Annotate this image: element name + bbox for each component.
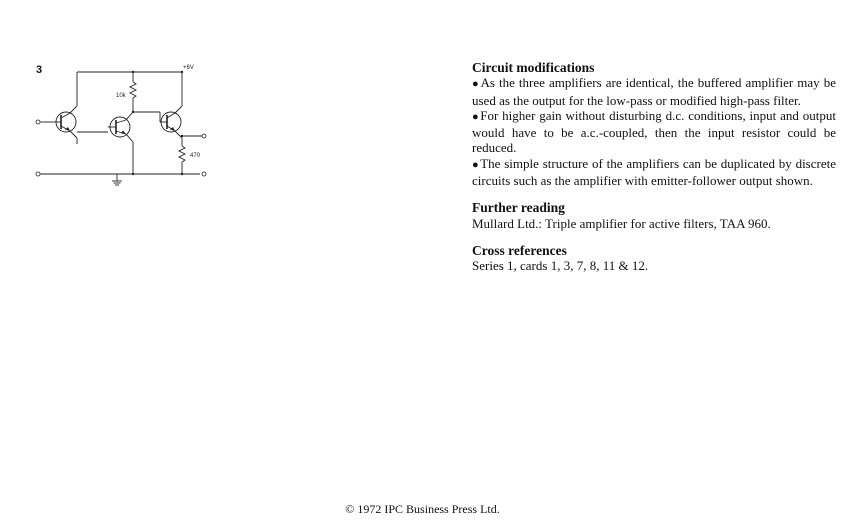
bullet-icon: ● bbox=[472, 110, 480, 123]
output-ground-terminal bbox=[202, 172, 206, 176]
cross-references-text: Series 1, cards 1, 3, 7, 8, 11 & 12. bbox=[472, 258, 649, 274]
modification-item: ●For higher gain without disturbing d.c. conditions, input and output would have to be a.c.-coupled, then the input resistor could be reduced. bbox=[472, 107, 836, 156]
modification-item: ●As the three amplifiers are identical, the buffered amplifier may be used as the output for the low-pass or modified high-pass filter. bbox=[472, 75, 836, 108]
copyright-footer: © 1972 IPC Business Press Ltd. bbox=[345, 502, 500, 516]
supply-label: +6V bbox=[183, 65, 194, 71]
resistor-470-label: 470 bbox=[190, 153, 201, 159]
resistor-10k-label: 10k bbox=[116, 93, 126, 99]
output-terminal bbox=[202, 134, 206, 138]
bullet-icon: ● bbox=[472, 78, 480, 91]
further-reading-text: Mullard Ltd.: Triple amplifier for active filters, TAA 960. bbox=[472, 215, 771, 231]
figure-number: 3 bbox=[36, 64, 43, 76]
modification-item: ●The simple structure of the amplifiers can be duplicated by discrete circuits such as the amplifier with emitter-follower output shown. bbox=[472, 155, 836, 189]
circuit-diagram bbox=[30, 60, 220, 200]
modifications-heading: Circuit modifications bbox=[472, 60, 595, 75]
input-terminal bbox=[36, 120, 40, 124]
input-ground-terminal bbox=[36, 172, 40, 176]
bullet-icon: ● bbox=[472, 158, 480, 171]
cross-references-heading: Cross references bbox=[472, 242, 567, 258]
further-reading-heading: Further reading bbox=[472, 200, 565, 216]
text-column bbox=[472, 60, 836, 274]
